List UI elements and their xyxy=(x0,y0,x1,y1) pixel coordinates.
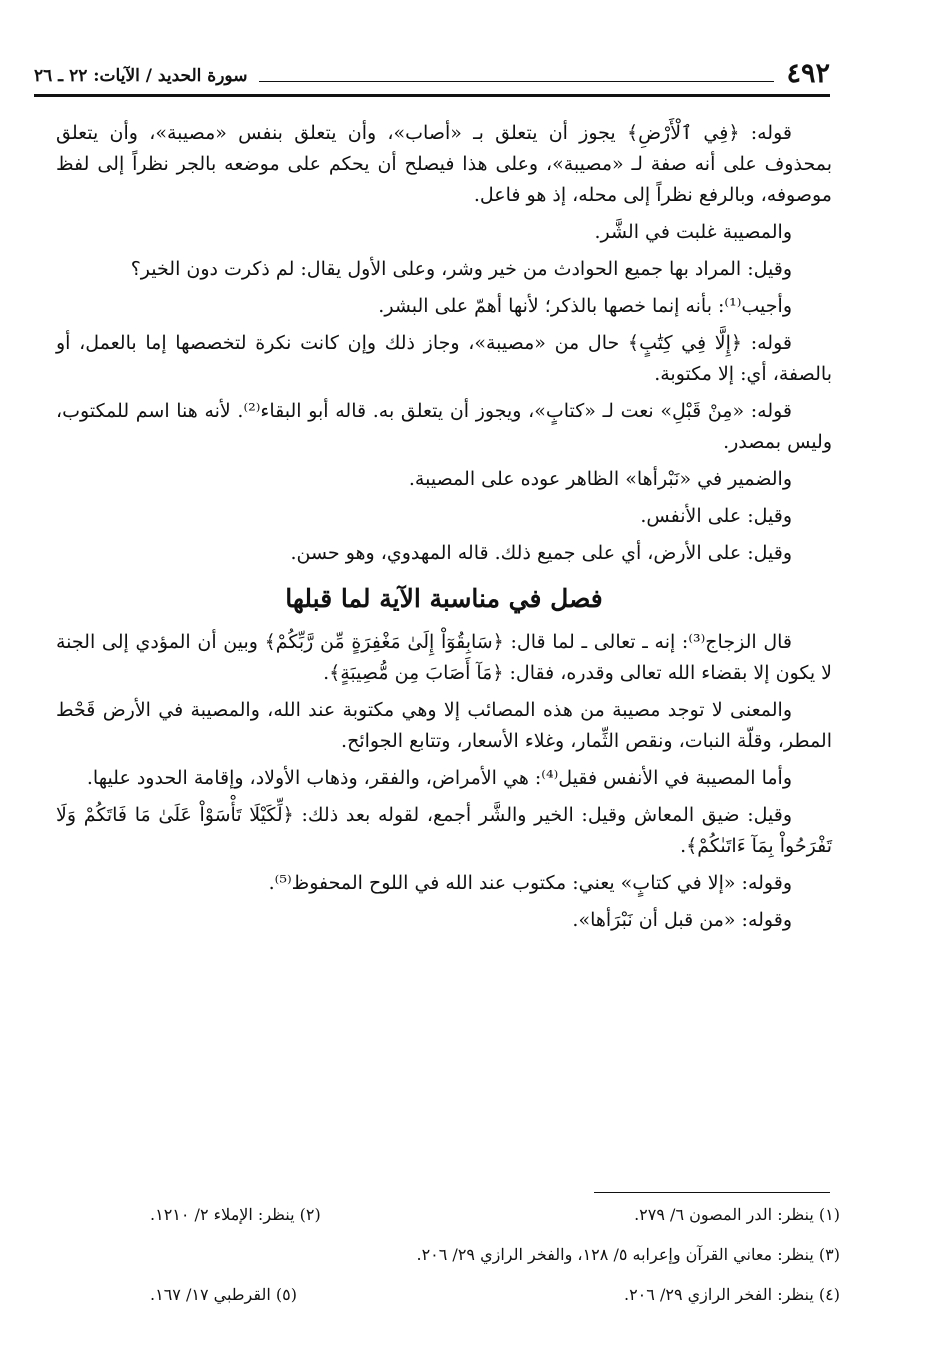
footnote-2: (٢) ينظر: الإملاء ٢/ ١٢١٠. xyxy=(150,1205,321,1224)
paragraph: والضمير في «نَبْرأها» الظاهر عوده على المصيبة. xyxy=(408,468,792,490)
section-title: فصل في مناسبة الآية لما قبلها xyxy=(285,584,603,613)
page-header xyxy=(34,48,830,97)
footnote-4: (٤) ينظر: الفخر الرازي ٢٩/ ٢٠٦. xyxy=(623,1285,840,1304)
header-rule xyxy=(259,81,774,82)
footnote-1: (١) ينظر: الدر المصون ٦/ ٢٧٩. xyxy=(634,1205,840,1224)
paragraph: وقوله: «إلا في كتابٍ» يعني: مكتوب عند الله في اللوح المحفوظ⁽⁵⁾. xyxy=(268,872,792,894)
footnote-5: (٥) القرطبي ١٧/ ١٦٧. xyxy=(150,1285,297,1304)
paragraph: والمصيبة غلبت في الشَّر. xyxy=(594,221,792,243)
paragraph: قوله: ﴿إِلَّا فِي كِتَٰبٍ﴾ حال من «مصيبة»، وجاز ذلك وإن كانت نكرة لتخصصها إما بالعمل، أو بالصفة، أي: إلا مكتوبة. xyxy=(56,332,832,385)
paragraph: قال الزجاج⁽³⁾: إنه ـ تعالى ـ لما قال: ﴿سَابِقُوٓاْ إِلَىٰ مَغْفِرَةٍ مِّن رَّبِّكُمْ﴾ وبين أن المؤدي إلى الجنة لا يكون إلا بقضاء الله تعالى وقدره، فقال: ﴿مَآ أَصَابَ مِن مُّصِيبَةٍ﴾. xyxy=(56,631,832,684)
paragraph: قوله: ﴿فِي ٱلْأَرْضِ﴾ يجوز أن يتعلق بـ «أصاب»، وأن يتعلق بنفس «مصيبة»، وأن يتعلق بمحذوف على أنه صفة لـ «مصيبة»، وعلى هذا فيصلح أن يحكم على موضعه بالجر نظراً إلى لفظ موصوفه، وبالرفع نظراً إلى محله، إذ هو فاعل. xyxy=(56,122,832,206)
footnote-row xyxy=(150,1284,840,1306)
paragraph: وأجيب⁽¹⁾: بأنه إنما خصها بالذكر؛ لأنها أهمّ على البشر. xyxy=(378,295,792,317)
paragraph: والمعنى لا توجد مصيبة من هذه المصائب إلا وهي مكتوبة عند الله، والمصيبة في الأرض قَحْط المطر، وقلّة النبات، ونقص الثِّمار، وغلاء الأسعار، وتتابع الجوائح. xyxy=(56,699,832,752)
footnote-separator xyxy=(594,1192,830,1193)
paragraph: وأما المصيبة في الأنفس فقيل⁽⁴⁾: هي الأمراض، والفقر، وذهاب الأولاد، وإقامة الحدود عليها. xyxy=(86,767,792,789)
paragraph: وقوله: «من قبل أن نَبْرَأها». xyxy=(572,909,792,931)
footnotes xyxy=(150,1204,840,1324)
paragraph: وقيل: على الأرض، أي على جميع ذلك. قاله المهدوي، وهو حسن. xyxy=(290,542,792,564)
paragraph: وقيل: على الأنفس. xyxy=(640,505,792,527)
page-number: ٤٩٢ xyxy=(786,58,830,89)
paragraph: قوله: «مِنْ قَبْلِ» نعت لـ «كتابٍ»، ويجوز أن يتعلق به. قاله أبو البقاء⁽²⁾. لأنه هنا اسم للمكتوب، وليس بمصدر. xyxy=(56,400,832,453)
paragraph: وقيل: ضيق المعاش وقيل: الخير والشَّر أجمع، لقوله بعد ذلك: ﴿لِّكَيْلَا تَأْسَوْاْ عَلَىٰ مَا فَاتَكُمْ وَلَا تَفْرَحُواْ بِمَآ ءَاتَىٰكُمْ﴾. xyxy=(56,804,832,857)
footnote-row xyxy=(150,1204,840,1226)
footnote-3: (٣) ينظر: معاني القرآن وإعرابه ٥/ ١٢٨، والفخر الرازي ٢٩/ ٢٠٦. xyxy=(416,1245,840,1264)
running-head: سورة الحديد / الآيات: ٢٢ ـ ٢٦ xyxy=(34,66,248,86)
main-text xyxy=(56,118,832,942)
paragraph: وقيل: المراد بها جميع الحوادث من خير وشر، وعلى الأول يقال: لم ذكرت دون الخير؟ xyxy=(130,258,792,280)
